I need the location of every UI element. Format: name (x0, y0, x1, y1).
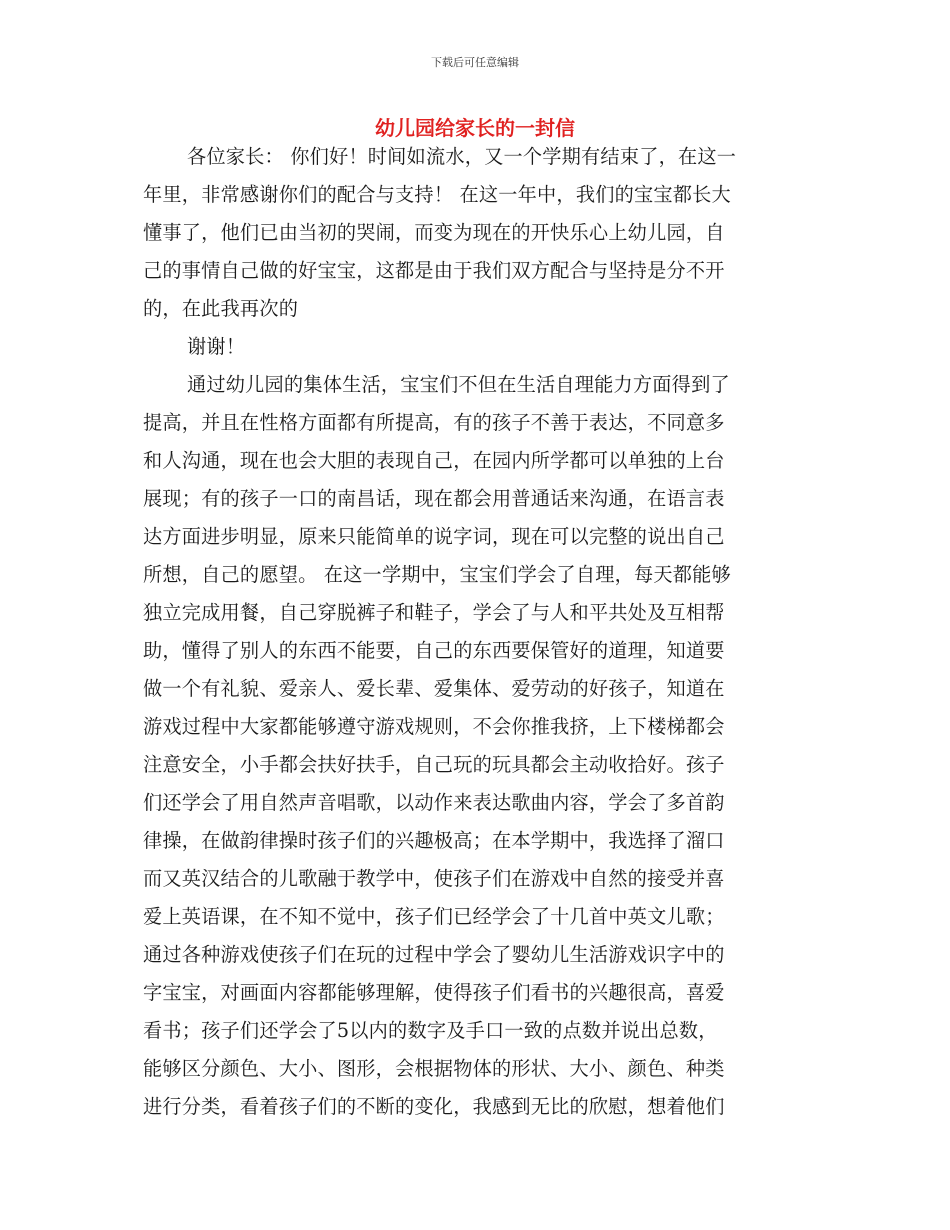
body-line: 和人沟通，现在也会大胆的表现自己，在园内所学都可以单独的上台 (143, 449, 725, 472)
body-line: 注意安全，小手都会扶好扶手，自己玩的玩具都会主动收拾好。孩子 (143, 753, 725, 776)
body-line: 进行分类，看着孩子们的不断的变化，我感到无比的欣慰，想着他们 (143, 1095, 725, 1118)
body-line: 独立完成用餐，自己穿脱裤子和鞋子，学会了与人和平共处及互相帮 (143, 601, 725, 624)
body-line-paragraph-start: 通过幼儿园的集体生活，宝宝们不但在生活自理能力方面得到了 (187, 373, 730, 396)
body-line: 的，在此我再次的 (143, 297, 299, 320)
body-line: 做一个有礼貌、爱亲人、爱长辈、爱集体、爱劳动的好孩子，知道在 (143, 677, 725, 700)
document-title: 幼儿园给家长的一封信 (375, 116, 575, 140)
body-line: 看书；孩子们还学会了5以内的数字及手口一致的点数并说出总数， (143, 1019, 718, 1042)
body-line: 提高，并且在性格方面都有所提高，有的孩子不善于表达，不同意多 (143, 411, 725, 434)
body-line-salutation: 各位家长： 你们好！时间如流水，又一个学期有结束了，在这一 (187, 145, 737, 168)
body-line: 展现；有的孩子一口的南昌话，现在都会用普通话来沟通，在语言表 (143, 487, 725, 510)
body-line: 达方面进步明显，原来只能简单的说字词，现在可以完整的说出自己 (143, 525, 725, 548)
body-line: 助，懂得了别人的东西不能要，自己的东西要保管好的道理，知道要 (143, 639, 725, 662)
body-line: 们还学会了用自然声音唱歌，以动作来表达歌曲内容，学会了多首韵 (143, 791, 725, 814)
body-line: 爱上英语课，在不知不觉中，孩子们已经学会了十几首中英文儿歌； (143, 905, 725, 928)
body-line: 懂事了，他们已由当初的哭闹，而变为现在的开快乐心上幼儿园，自 (143, 221, 725, 244)
body-line: 己的事情自己做的好宝宝，这都是由于我们双方配合与坚持是分不开 (143, 259, 725, 282)
body-line: 游戏过程中大家都能够遵守游戏规则，不会你推我挤，上下楼梯都会 (143, 715, 725, 738)
body-line: 律操，在做韵律操时孩子们的兴趣极高；在本学期中，我选择了溜口 (143, 829, 725, 852)
body-line-thanks: 谢谢！ (187, 335, 246, 358)
page-header-note: 下载后可任意编辑 (431, 56, 519, 69)
body-line: 所想，自己的愿望。 在这一学期中，宝宝们学会了自理，每天都能够 (143, 563, 731, 586)
body-line: 能够区分颜色、大小、图形，会根据物体的形状、大小、颜色、种类 (143, 1057, 725, 1080)
body-line: 字宝宝，对画面内容都能够理解，使得孩子们看书的兴趣很高，喜爱 (143, 981, 725, 1004)
body-line: 通过各种游戏使孩子们在玩的过程中学会了婴幼儿生活游戏识字中的 (143, 943, 725, 966)
body-line: 而又英汉结合的儿歌融于教学中，使孩子们在游戏中自然的接受并喜 (143, 867, 725, 890)
letter-body (143, 138, 807, 1126)
body-line: 年里，非常感谢你们的配合与支持！ 在这一年中，我们的宝宝都长大 (143, 183, 731, 206)
